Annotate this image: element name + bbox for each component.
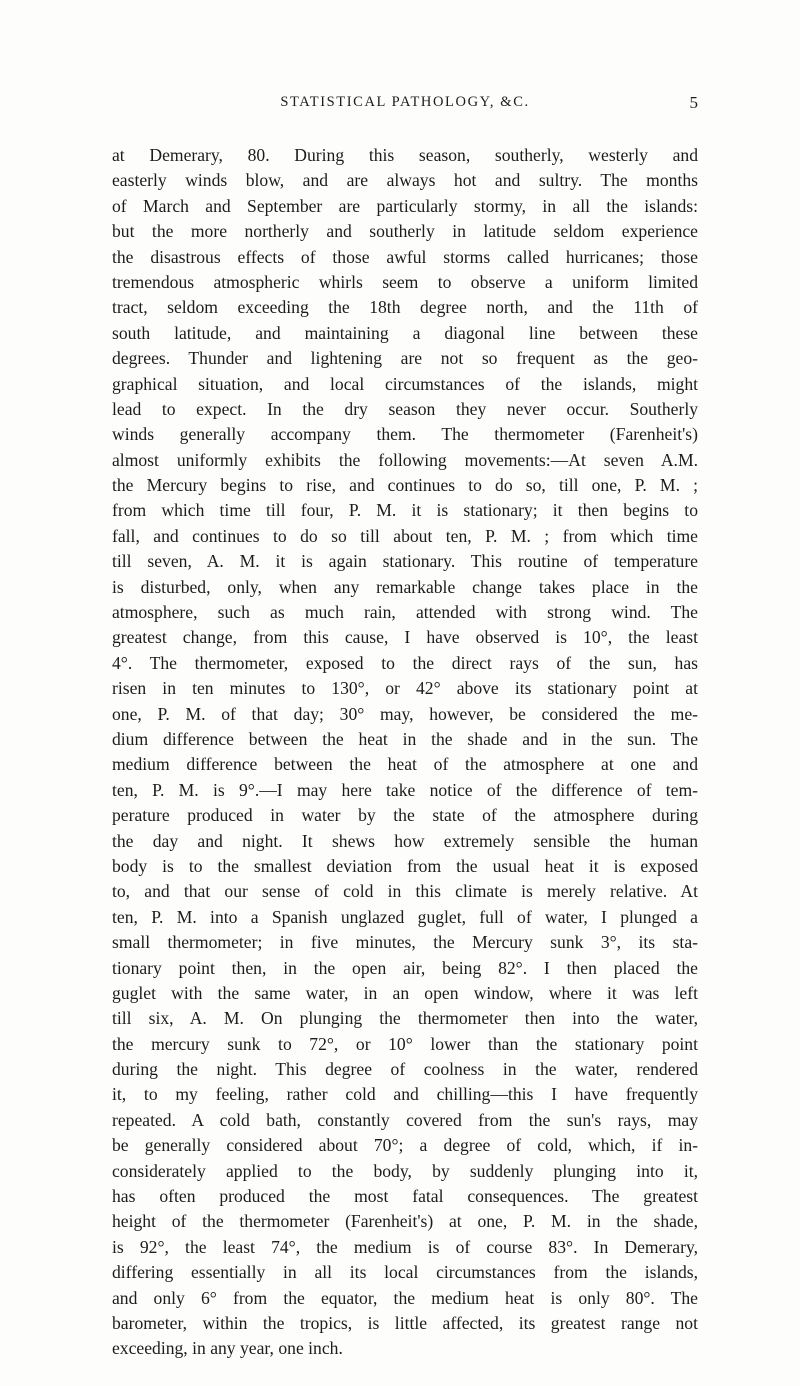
text-line: is 92°, the least 74°, the medium is of course 83°. In Demerary, — [112, 1236, 698, 1257]
text-line: fall, and continues to do so till about ten, P. M. ; from which time — [112, 525, 698, 546]
body-paragraph — [112, 143, 698, 1362]
text-line: atmosphere, such as much rain, attended with strong wind. The — [112, 602, 698, 623]
text-line: be generally considered about 70°; a degree of cold, which, if in- — [112, 1135, 698, 1156]
text-line: medium difference between the heat of the atmosphere at one and — [112, 754, 698, 775]
text-line: the disastrous effects of those awful storms called hurricanes; those — [112, 246, 698, 267]
page-number: 5 — [689, 93, 698, 112]
text-line: greatest change, from this cause, I have observed is 10°, the least — [112, 627, 698, 648]
text-line: barometer, within the tropics, is little affected, its greatest range not — [112, 1312, 698, 1333]
text-line: perature produced in water by the state of the atmosphere during — [112, 805, 698, 826]
text-line: lead to expect. In the dry season they never occur. Southerly — [112, 398, 698, 419]
running-head — [112, 94, 698, 118]
text-line: one, P. M. of that day; 30° may, however, be considered the me- — [112, 703, 698, 724]
text-line: exceeding, in any year, one inch. — [112, 1338, 343, 1359]
text-line: easterly winds blow, and are always hot and sultry. The months — [112, 170, 698, 191]
text-line: tionary point then, in the open air, being 82°. I then placed the — [112, 957, 698, 978]
text-line: the Mercury begins to rise, and continues to do so, till one, P. M. ; — [112, 475, 698, 496]
text-line: differing essentially in all its local circumstances from the islands, — [112, 1262, 698, 1283]
text-line: dium difference between the heat in the shade and in the sun. The — [112, 728, 698, 749]
text-line: ten, P. M. into a Spanish unglazed guglet, full of water, I plunged a — [112, 906, 698, 927]
text-line: degrees. Thunder and lightening are not so frequent as the geo- — [112, 348, 698, 369]
text-line: ten, P. M. is 9°.—I may here take notice of the difference of tem- — [112, 779, 698, 800]
text-line: till six, A. M. On plunging the thermometer then into the water, — [112, 1008, 698, 1029]
text-line: almost uniformly exhibits the following movements:—At seven A.M. — [112, 449, 698, 470]
text-line: till seven, A. M. it is again stationary. This routine of temperature — [112, 551, 698, 572]
text-line: the mercury sunk to 72°, or 10° lower than the stationary point — [112, 1033, 698, 1054]
text-line: but the more northerly and southerly in latitude seldom experience — [112, 221, 698, 242]
text-line: during the night. This degree of coolness in the water, rendered — [112, 1059, 698, 1080]
text-line: from which time till four, P. M. it is stationary; it then begins to — [112, 500, 698, 521]
text-line: tract, seldom exceeding the 18th degree north, and the 11th of — [112, 297, 698, 318]
text-line: to, and that our sense of cold in this climate is merely relative. At — [112, 881, 698, 902]
text-line: repeated. A cold bath, constantly covered from the sun's rays, may — [112, 1109, 698, 1130]
text-line: has often produced the most fatal consequences. The greatest — [112, 1186, 698, 1207]
text-line: risen in ten minutes to 130°, or 42° above its stationary point at — [112, 678, 698, 699]
text-line: of March and September are particularly stormy, in all the islands: — [112, 195, 698, 216]
text-line: winds generally accompany them. The thermometer (Farenheit's) — [112, 424, 698, 445]
text-line: and only 6° from the equator, the medium heat is only 80°. The — [112, 1287, 698, 1308]
text-line: graphical situation, and local circumstances of the islands, might — [112, 373, 698, 394]
text-line: it, to my feeling, rather cold and chilling—this I have frequently — [112, 1084, 698, 1105]
text-line: the day and night. It shews how extremely sensible the human — [112, 830, 698, 851]
text-line: south latitude, and maintaining a diagonal line between these — [112, 322, 698, 343]
text-line: 4°. The thermometer, exposed to the direct rays of the sun, has — [112, 652, 698, 673]
text-line: tremendous atmospheric whirls seem to observe a uniform limited — [112, 271, 698, 292]
text-line: small thermometer; in five minutes, the Mercury sunk 3°, its sta- — [112, 932, 698, 953]
text-line: at Demerary, 80. During this season, southerly, westerly and — [112, 145, 698, 165]
text-line: guglet with the same water, in an open window, where it was left — [112, 982, 698, 1003]
text-line: body is to the smallest deviation from the usual heat it is exposed — [112, 855, 698, 876]
text-line: is disturbed, only, when any remarkable change takes place in the — [112, 576, 698, 597]
text-line: height of the thermometer (Farenheit's) at one, P. M. in the shade, — [112, 1211, 698, 1232]
text-line: considerately applied to the body, by suddenly plunging into it, — [112, 1160, 698, 1181]
running-title: STATISTICAL PATHOLOGY, &C. — [280, 94, 530, 110]
